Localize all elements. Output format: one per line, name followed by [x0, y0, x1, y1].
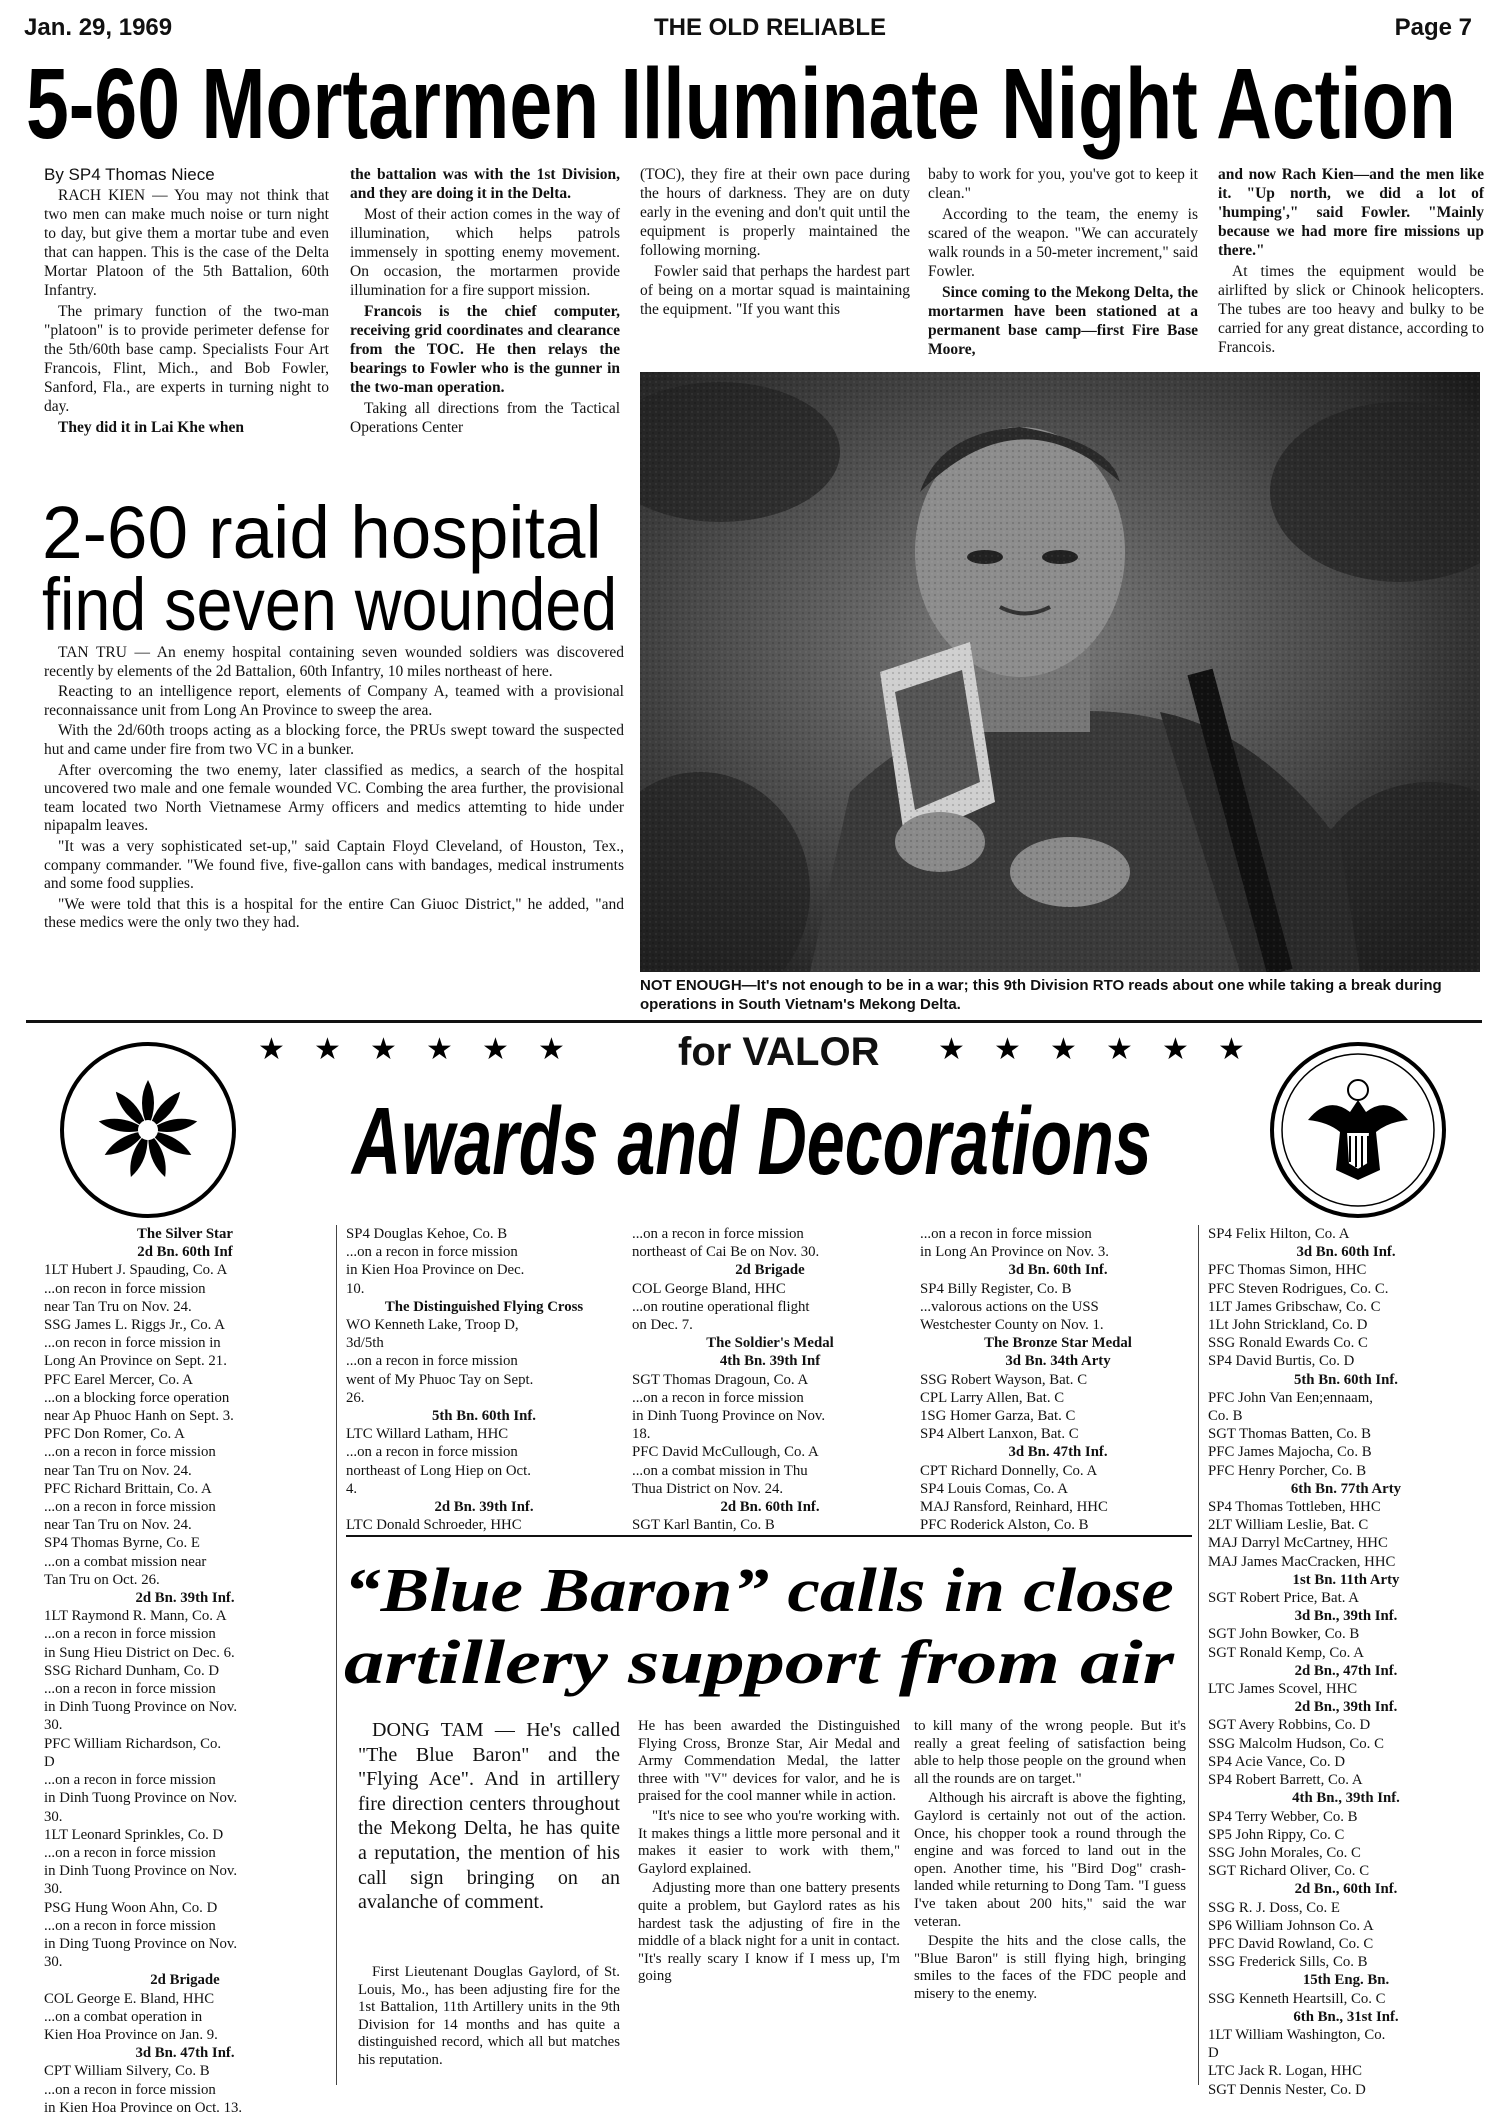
- story3-paragraph: "It's nice to see who you're working with. It makes things a little more personal and it makes it easier to work with them," Gaylord explained.: [638, 1807, 900, 1877]
- award-line: PFC David Rowland, Co. C: [1208, 1935, 1374, 1952]
- division-insignia-icon: [58, 1040, 238, 1220]
- award-line: in Dinh Tuong Province on Nov.: [44, 1863, 238, 1880]
- story3-top-rule: [346, 1535, 1192, 1537]
- valor-kicker: for VALOR: [678, 1030, 880, 1074]
- section-divider: [26, 1020, 1482, 1023]
- award-heading: The Distinguished Flying Cross: [384, 1298, 584, 1315]
- story1-column-5: [1218, 165, 1484, 359]
- award-line: ...on a recon in force mission: [346, 1444, 518, 1461]
- award-line: PFC David McCullough, Co. A: [632, 1444, 819, 1461]
- award-line: SSG John Morales, Co. C: [1208, 1844, 1361, 1861]
- story1-paragraph: Taking all directions from the Tactical Operations Center: [350, 400, 620, 436]
- story1-paragraph: Since coming to the Mekong Delta, the mortarmen have been stationed at a permanent base camp—first Fire Base Moore,: [928, 284, 1198, 358]
- award-line: LTC Willard Latham, HHC: [346, 1426, 509, 1443]
- award-line: PFC Thomas Simon, HHC: [1208, 1262, 1367, 1279]
- column-rule: [1198, 1225, 1199, 2085]
- award-line: in Sung Hieu District on Dec. 6.: [44, 1644, 235, 1661]
- award-line: 4.: [346, 1480, 358, 1497]
- award-heading: 2d Bn. 39th Inf.: [135, 1590, 235, 1607]
- award-line: LTC Donald Schroeder, HHC: [346, 1517, 522, 1534]
- story3-column-2: [638, 1718, 900, 1988]
- award-line: SSG Frederick Sills, Co. B: [1208, 1954, 1368, 1971]
- award-line: SGT Richard Oliver, Co. C: [1208, 1863, 1370, 1880]
- award-heading: 6th Bn., 31st Inf.: [1293, 2008, 1399, 2025]
- awards-column-5: [1208, 1225, 1484, 2099]
- award-line: 1Lt John Strickland, Co. D: [1208, 1317, 1368, 1334]
- great-seal-icon: [1268, 1040, 1448, 1220]
- award-line: PSG Hung Woon Ahn, Co. D: [44, 1899, 218, 1916]
- award-line: ...on a combat operation in: [44, 2008, 203, 2025]
- award-line: ...on a recon in force mission: [44, 1772, 216, 1789]
- story3-paragraph: He has been awarded the Distinguished Flying Cross, Bronze Star, Air Medal and Army Commendation Medal, the latter three with "V" devices for valor, and he is praised for the cool manner while in action.: [638, 1718, 900, 1805]
- award-line: PFC Steven Rodrigues, Co. C.: [1208, 1280, 1389, 1297]
- story1-column-1: [44, 165, 329, 439]
- story1-column-4: [928, 165, 1198, 361]
- award-line: in Dinh Tuong Province on Nov.: [44, 1699, 238, 1716]
- story3-paragraph: First Lieutenant Douglas Gaylord, of St. Louis, Mo., has been adjusting fire for the 1st Battalion, 11th Artillery units in the 9th Division for 14 months and has quite a distinguished record, which all but matches his reputation.: [358, 1964, 620, 2068]
- story3-paragraph: to kill many of the wrong people. But it's really a great feeling of satisfaction being able to help those people on the ground when all the rounds are on target.": [914, 1718, 1186, 1787]
- award-line: in Dinh Tuong Province on Nov.: [44, 1790, 238, 1807]
- award-line: SGT Ronald Kemp, Co. A: [1208, 1644, 1364, 1661]
- award-line: SSG Richard Dunham, Co. D: [44, 1662, 220, 1679]
- award-line: in Long An Province on Nov. 3.: [920, 1244, 1109, 1261]
- awards-headline: Awards and Decorations: [352, 1088, 1152, 1195]
- award-line: SP4 Thomas Tottleben, HHC: [1208, 1499, 1381, 1516]
- story1-paragraph: (TOC), they fire at their own pace during the hours of darkness. They are on duty early in the evening and don't quit until the equipment is properly maintained the following morning.: [640, 166, 910, 259]
- award-line: 30.: [44, 1717, 63, 1734]
- award-line: MAJ James MacCracken, HHC: [1208, 1553, 1396, 1570]
- photo-illustration: [640, 372, 1480, 972]
- story2-paragraph: With the 2d/60th troops acting as a blocking force, the PRUs swept toward the suspected hut and came under fire from two VC in a bunker.: [44, 722, 624, 758]
- star-icon: ★: [1162, 1033, 1189, 1066]
- award-line: SSG James L. Riggs Jr., Co. A: [44, 1317, 225, 1334]
- award-line: PFC Earel Mercer, Co. A: [44, 1371, 193, 1388]
- award-line: ...on a recon in force mission: [346, 1353, 518, 1370]
- story1-paragraph: They did it in Lai Khe when: [58, 419, 245, 436]
- award-line: went of My Phuoc Tay on Sept.: [346, 1371, 534, 1388]
- award-heading: 3d Bn. 60th Inf.: [1296, 1244, 1396, 1261]
- award-heading: 3d Bn., 39th Inf.: [1294, 1608, 1398, 1625]
- story1-paragraph: baby to work for you, you've got to keep it clean.": [928, 166, 1198, 202]
- award-heading: 4th Bn., 39th Inf.: [1292, 1790, 1400, 1807]
- award-line: SSG R. J. Doss, Co. E: [1208, 1899, 1340, 1916]
- story2-paragraph: TAN TRU — An enemy hospital containing seven wounded soldiers was discovered recently by elements of the 2d Battalion, 60th Infantry, 10 miles northeast of here.: [44, 644, 624, 680]
- star-icon: ★: [538, 1033, 565, 1066]
- award-line: on Dec. 7.: [632, 1317, 693, 1334]
- award-line: ...valorous actions on the USS: [920, 1298, 1099, 1315]
- photo-caption: NOT ENOUGH—It's not enough to be in a war; this 9th Division RTO reads about one while taking a break during operations in South Vietnam's Mekong Delta.: [640, 977, 1442, 1013]
- story3-column-3: [914, 1718, 1186, 2006]
- award-line: COL George Bland, HHC: [632, 1280, 786, 1297]
- award-line: D: [44, 1753, 55, 1770]
- award-line: ...on a blocking force operation: [44, 1389, 230, 1406]
- award-heading: 2d Bn., 39th Inf.: [1294, 1699, 1398, 1716]
- star-icon: ★: [1050, 1033, 1077, 1066]
- paper-name: THE OLD RELIABLE: [654, 14, 886, 41]
- story1-paragraph: RACH KIEN — You may not think that two men can make much noise or turn night to day, but give them a mortar tube and even that can happen. This is the case of the Delta Mortar Platoon of the 5th Battalion, 60th Infantry.: [44, 187, 329, 299]
- story1-paragraph: and now Rach Kien—and the men like it. "Up north, we did a lot of 'humping'," said Fowler. "Mainly because we had more fire missions up there.": [1218, 166, 1484, 259]
- award-line: 1LT Leonard Sprinkles, Co. D: [44, 1826, 224, 1843]
- award-line: CPT William Silvery, Co. B: [44, 2063, 210, 2080]
- award-line: SP6 William Johnson Co. A: [1208, 1917, 1374, 1934]
- award-heading: 2d Bn., 47th Inf.: [1294, 1662, 1398, 1679]
- story2-paragraph: "We were told that this is a hospital for the entire Can Giuoc District," he added, "and these medics were the only two they had.: [44, 895, 624, 932]
- award-line: 1LT Hubert J. Spauding, Co. A: [44, 1262, 228, 1279]
- award-line: 1LT James Gribschaw, Co. C: [1208, 1298, 1381, 1315]
- award-line: 30.: [44, 1954, 63, 1971]
- award-line: ...on a combat mission near: [44, 1553, 207, 1570]
- star-icon: ★: [426, 1033, 453, 1066]
- award-line: 30.: [44, 1808, 63, 1825]
- soldier-reading-photo: [640, 372, 1480, 972]
- award-line: SGT Avery Robbins, Co. D: [1208, 1717, 1371, 1734]
- column-rule: [336, 1225, 337, 2085]
- award-heading: 2d Brigade: [150, 1972, 220, 1989]
- story2-headline-line-2: find seven wounded: [42, 563, 618, 646]
- star-icon: ★: [370, 1033, 397, 1066]
- award-line: 18.: [632, 1426, 651, 1443]
- award-line: ...on a recon in force mission: [632, 1389, 804, 1406]
- award-heading: 3d Bn. 47th Inf.: [135, 2045, 235, 2062]
- award-line: ...on a recon in force mission: [346, 1244, 518, 1261]
- award-line: PFC John Van Een;ennaam,: [1208, 1389, 1373, 1406]
- award-line: PFC Roderick Alston, Co. B: [920, 1517, 1089, 1534]
- award-heading: 3d Bn. 34th Arty: [1005, 1353, 1111, 1370]
- award-line: ...on a recon in force mission: [920, 1226, 1092, 1242]
- story1-paragraph: At times the equipment would be airlifted by slick or Chinook helicopters. The tubes are too heavy and bulky to be carried for any great distance, according to Francois.: [1218, 263, 1484, 356]
- page-number: Page 7: [1394, 14, 1472, 41]
- story1-paragraph: According to the team, the enemy is scared of the weapon. "We can accurately walk rounds in a 50-meter increment," said Fowler.: [928, 206, 1198, 280]
- award-line: near Ap Phuoc Hanh on Sept. 3.: [44, 1408, 234, 1425]
- award-heading: The Soldier's Medal: [706, 1335, 834, 1352]
- story3-paragraph: Adjusting more than one battery presents quite a problem, but Gaylord rates as his hardest task the adjusting of fire in the middle of a black night for a unit in contact. "It's really scary I know if I mess up, I'm going: [638, 1880, 900, 1985]
- issue-date: Jan. 29, 1969: [24, 14, 173, 41]
- story3-paragraph: DONG TAM — He's called "The Blue Baron" and the "Flying Ace". And in artillery fire direction centers throughout the Mekong Delta, he has quite a reputation, the mention of his call sign bringing on an avalanche of comment.: [358, 1719, 620, 1914]
- award-heading: The Silver Star: [137, 1226, 233, 1242]
- award-line: 26.: [346, 1389, 365, 1406]
- award-line: Westchester County on Nov. 1.: [920, 1317, 1104, 1334]
- award-line: CPL Larry Allen, Bat. C: [920, 1389, 1065, 1406]
- award-heading: 2d Brigade: [735, 1262, 805, 1279]
- story2-paragraph: "It was a very sophisticated set-up," said Captain Floyd Cleveland, of Houston, Tex., company commander. "We found five, five-gallon cans with bandages, medical instruments and some food supplies.: [44, 837, 624, 893]
- story1-headline: 5-60 Mortarmen Illuminate Night Action: [26, 48, 1456, 160]
- award-line: ...on a combat mission in Thu: [632, 1462, 808, 1479]
- story1-column-3: [640, 165, 910, 321]
- award-line: PFC James Majocha, Co. B: [1208, 1444, 1372, 1461]
- award-line: northeast of Cai Be on Nov. 30.: [632, 1244, 820, 1261]
- star-icon: ★: [482, 1033, 509, 1066]
- award-line: COL George E. Bland, HHC: [44, 1990, 215, 2007]
- award-line: LTC Jack R. Logan, HHC: [1208, 2063, 1362, 2080]
- award-line: SP4 Felix Hilton, Co. A: [1208, 1226, 1350, 1242]
- award-line: ...on a recon in force mission: [44, 1681, 216, 1698]
- awards-column-4: [920, 1225, 1196, 1534]
- award-line: SSG Kenneth Heartsill, Co. C: [1208, 1990, 1386, 2007]
- award-heading: 5th Bn. 60th Inf.: [1293, 1371, 1399, 1388]
- story3-paragraph: Despite the hits and the close calls, the "Blue Baron" is still flying high, bringing smiles to the faces of the FDC people and misery to the enemy.: [914, 1933, 1186, 2002]
- award-line: SP4 David Burtis, Co. D: [1208, 1353, 1355, 1370]
- award-line: ...on a recon in force mission: [44, 1626, 216, 1643]
- award-line: SGT Dennis Nester, Co. D: [1208, 2081, 1366, 2098]
- award-line: 1LT William Washington, Co.: [1208, 2026, 1386, 2043]
- award-line: SP4 Terry Webber, Co. B: [1208, 1808, 1358, 1825]
- award-line: near Tan Tru on Nov. 24.: [44, 1298, 192, 1315]
- award-line: 3d/5th: [346, 1335, 384, 1352]
- story1-column-2: [350, 165, 620, 439]
- award-line: PFC Henry Porcher, Co. B: [1208, 1462, 1367, 1479]
- award-line: PFC Richard Brittain, Co. A: [44, 1480, 212, 1497]
- award-line: ...on a recon in force mission: [44, 2081, 216, 2098]
- award-line: SP4 Douglas Kehoe, Co. B: [346, 1226, 508, 1242]
- story2-paragraph: After overcoming the two enemy, later classified as medics, a search of the hospital uncovered two male and one female wounded VC. Combing the area further, the provisional team located two North Vietnamese Army officers and medics attemting to hide under nipapalm leaves.: [44, 761, 624, 835]
- award-line: near Tan Tru on Nov. 24.: [44, 1517, 192, 1534]
- award-line: ...on a recon in force mission: [44, 1844, 216, 1861]
- award-line: SGT Thomas Batten, Co. B: [1208, 1426, 1372, 1443]
- award-line: SSG Robert Wayson, Bat. C: [920, 1371, 1088, 1388]
- award-line: SGT John Bowker, Co. B: [1208, 1626, 1360, 1643]
- award-line: Long An Province on Sept. 21.: [44, 1353, 227, 1370]
- award-line: LTC James Scovel, HHC: [1208, 1681, 1358, 1698]
- award-line: 10.: [346, 1280, 365, 1297]
- story1-paragraph: Most of their action comes in the way of illumination, which helps patrols immensely in spotting enemy movement. On occasion, the mortarmen provide illumination for a fire support mission.: [350, 206, 620, 299]
- awards-column-2: [346, 1225, 622, 1534]
- award-line: SSG Malcolm Hudson, Co. C: [1208, 1735, 1384, 1752]
- award-heading: 1st Bn. 11th Arty: [1292, 1571, 1400, 1588]
- star-icon: ★: [1218, 1033, 1245, 1066]
- award-heading: 2d Bn., 60th Inf.: [1294, 1881, 1398, 1898]
- award-heading: 2d Bn. 60th Inf.: [720, 1499, 820, 1516]
- story2-headline-line-1: 2-60 raid hospital: [42, 491, 602, 574]
- award-line: SP5 John Rippy, Co. C: [1208, 1826, 1345, 1843]
- award-line: SGT Robert Price, Bat. A: [1208, 1590, 1359, 1607]
- award-line: D: [1208, 2045, 1219, 2062]
- award-line: MAJ Ransford, Reinhard, HHC: [920, 1499, 1108, 1516]
- award-line: Tan Tru on Oct. 26.: [44, 1571, 160, 1588]
- award-line: in Dinh Tuong Province on Nov.: [632, 1408, 826, 1425]
- star-icon: ★: [314, 1033, 341, 1066]
- award-line: ...on recon in force mission: [44, 1280, 206, 1297]
- award-line: SP4 Acie Vance, Co. D: [1208, 1753, 1346, 1770]
- award-heading: 3d Bn. 47th Inf.: [1008, 1444, 1108, 1461]
- award-heading: The Bronze Star Medal: [984, 1335, 1132, 1352]
- award-line: northeast of Long Hiep on Oct.: [346, 1462, 531, 1479]
- valor-banner: [258, 1030, 1258, 1080]
- star-icon: ★: [1106, 1033, 1133, 1066]
- story3-column-1: [358, 1964, 620, 2072]
- award-line: near Tan Tru on Nov. 24.: [44, 1462, 192, 1479]
- award-line: SP4 Billy Register, Co. B: [920, 1280, 1072, 1297]
- story3-paragraph: Although his aircraft is above the fighting, Gaylord is certainly not out of the action. Once, his chopper took a round through the engine and was forced to land out in the open. Another time, his "Bird Dog" crash-landed while returning to Dong Tam. "I guess I've taken about 200 hits," said the war veteran.: [914, 1790, 1186, 1930]
- award-line: 30.: [44, 1881, 63, 1898]
- award-line: ...on recon in force mission in: [44, 1335, 221, 1352]
- award-line: SP4 Albert Lanxon, Bat. C: [920, 1426, 1079, 1443]
- award-line: ...on a recon in force mission: [44, 1444, 216, 1461]
- awards-column-3: [632, 1225, 908, 1534]
- award-line: PFC Don Romer, Co. A: [44, 1426, 185, 1443]
- award-line: WO Kenneth Lake, Troop D,: [346, 1317, 519, 1334]
- star-icon: ★: [994, 1033, 1021, 1066]
- award-line: SGT Thomas Dragoun, Co. A: [632, 1371, 809, 1388]
- award-line: MAJ Darryl McCartney, HHC: [1208, 1535, 1388, 1552]
- award-heading: 5th Bn. 60th Inf.: [431, 1408, 537, 1425]
- story3-headline-line-2: artillery support from air: [344, 1629, 1175, 1697]
- story1-byline: By SP4 Thomas Niece: [44, 165, 215, 184]
- award-heading: 2d Bn. 60th Inf: [137, 1244, 233, 1261]
- award-heading: 4th Bn. 39th Inf: [719, 1353, 821, 1370]
- award-line: ...on a recon in force mission: [44, 1917, 216, 1934]
- award-line: SSG Ronald Ewards Co. C: [1208, 1335, 1368, 1352]
- award-heading: 2d Bn. 39th Inf.: [434, 1499, 534, 1516]
- award-line: Kien Hoa Province on Jan. 9.: [44, 2026, 218, 2043]
- star-icon: ★: [258, 1033, 285, 1066]
- award-line: Co. B: [1208, 1408, 1243, 1425]
- award-line: ...on a recon in force mission: [44, 1499, 216, 1516]
- award-line: ...on routine operational flight: [632, 1298, 810, 1315]
- award-line: ...on a recon in force mission: [632, 1226, 804, 1242]
- award-line: Thua District on Nov. 24.: [632, 1480, 784, 1497]
- story2-paragraph: Reacting to an intelligence report, elements of Company A, teamed with a provisional reconnaissance unit from Long An Province to sweep the area.: [44, 683, 624, 719]
- award-line: 1LT Raymond R. Mann, Co. A: [44, 1608, 227, 1625]
- award-line: in Kien Hoa Province on Dec.: [346, 1262, 525, 1279]
- story1-paragraph: The primary function of the two-man "platoon" is to provide perimeter defense for the 5th/60th base camp. Specialists Four Art Francois, Flint, Mich., and Bob Fowler, Sanford, Fla., are experts in turning night to day.: [44, 303, 329, 415]
- award-line: PFC William Richardson, Co.: [44, 1735, 222, 1752]
- award-line: 1SG Homer Garza, Bat. C: [920, 1408, 1076, 1425]
- story3-lead: [358, 1718, 620, 1917]
- award-line: CPT Richard Donnelly, Co. A: [920, 1462, 1098, 1479]
- award-heading: 6th Bn. 77th Arty: [1290, 1480, 1402, 1497]
- award-line: SP4 Louis Comas, Co. A: [920, 1480, 1068, 1497]
- award-line: SP4 Robert Barrett, Co. A: [1208, 1772, 1363, 1789]
- award-line: SP4 Thomas Byrne, Co. E: [44, 1535, 200, 1552]
- award-line: SGT Karl Bantin, Co. B: [632, 1517, 775, 1534]
- story3-headline-line-1: “Blue Baron” calls in close: [344, 1557, 1174, 1625]
- award-line: in Ding Tuong Province on Nov.: [44, 1935, 238, 1952]
- award-line: in Kien Hoa Province on Oct. 13.: [44, 2099, 243, 2116]
- story1-paragraph: the battalion was with the 1st Division, and they are doing it in the Delta.: [350, 166, 620, 202]
- awards-column-1: [44, 1225, 326, 2117]
- award-heading: 15th Eng. Bn.: [1302, 1972, 1390, 1989]
- award-line: 2LT William Leslie, Bat. C: [1208, 1517, 1369, 1534]
- story1-paragraph: Francois is the chief computer, receiving grid coordinates and clearance from the TOC. He then relays the bearings to Fowler who is the gunner in the two-man operation.: [350, 303, 620, 396]
- story2-body: [44, 644, 624, 935]
- award-heading: 3d Bn. 60th Inf.: [1008, 1262, 1108, 1279]
- story1-paragraph: Fowler said that perhaps the hardest part of being on a mortar squad is maintaining the equipment. "If you want this: [640, 263, 910, 318]
- star-icon: ★: [938, 1033, 965, 1066]
